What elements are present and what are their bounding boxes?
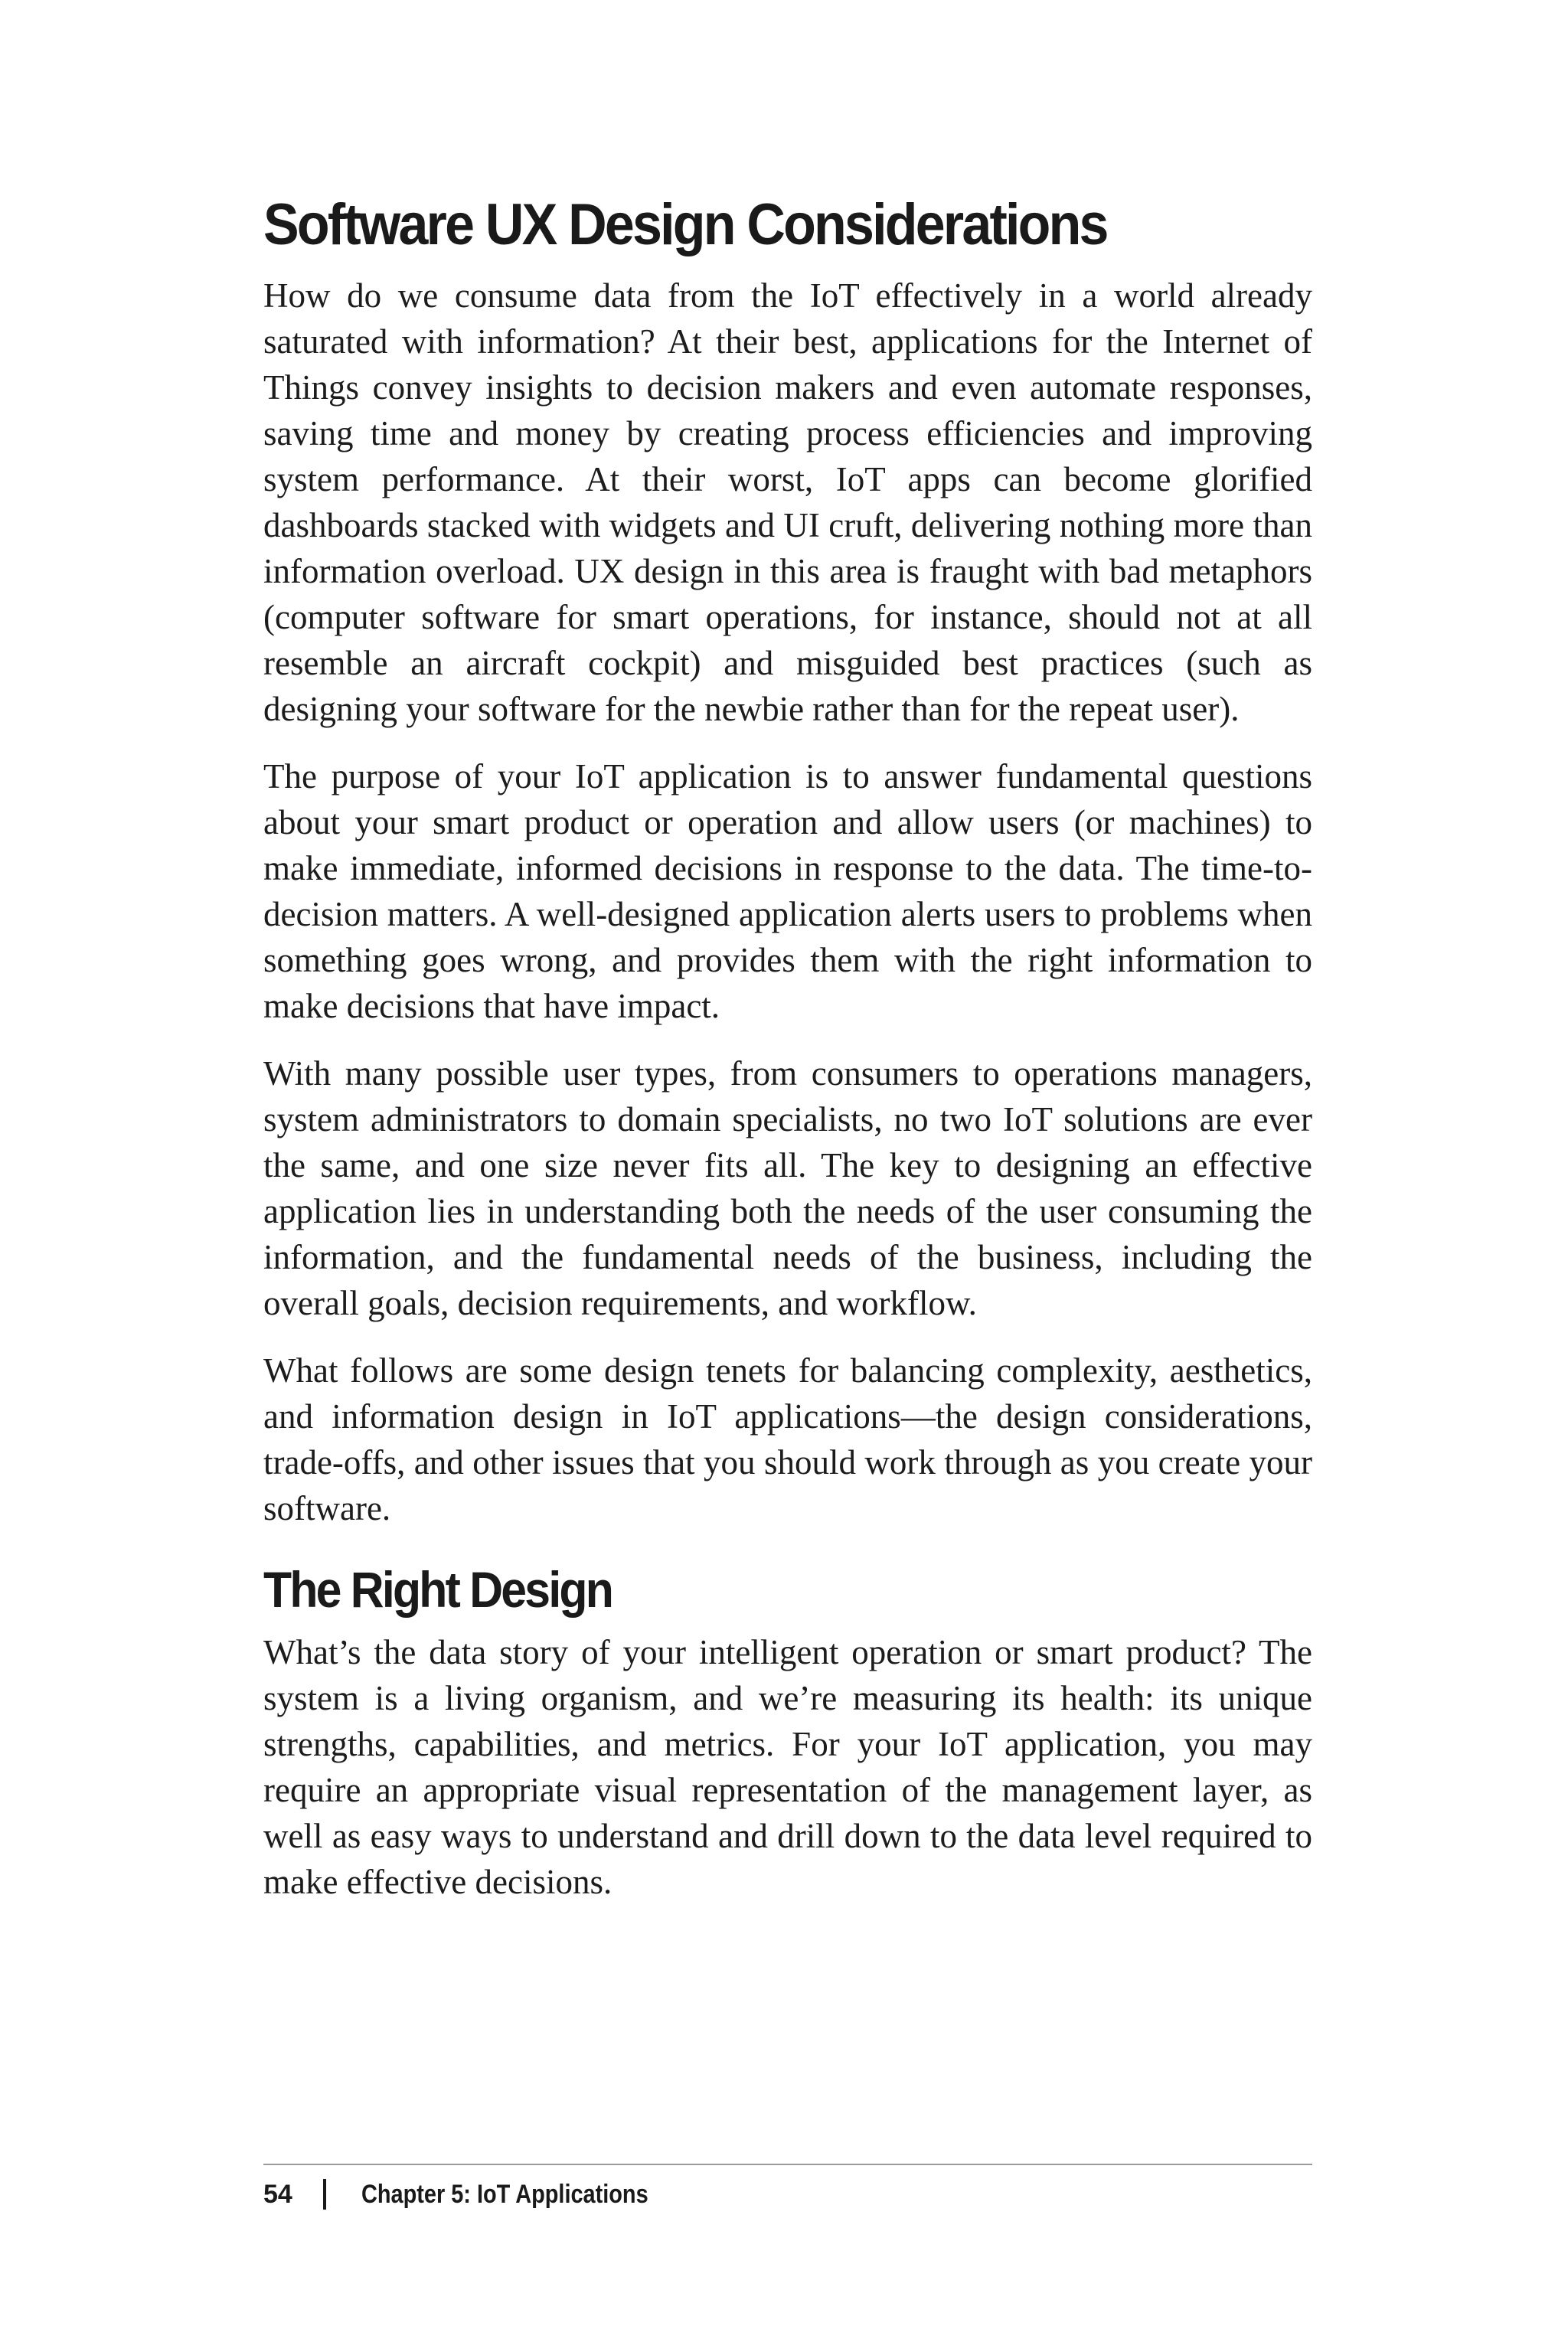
section-heading: Software UX Design Considerations [263, 192, 1107, 257]
subsection-paragraph-1: What’s the data story of your intelligent operation or smart product? The system is a living organism, and we’re measuring its health: its unique strengths, capabilities, and metrics. For your IoT application, you may require an appropriate visual representation of the management layer, as well as easy ways to understand and drill down to the data level required to make effective decisions. [263, 1633, 1312, 1901]
page-number: 54 [263, 2180, 292, 2209]
paragraph-4: What follows are some design tenets for balancing complexity, aesthetics, and information design in IoT applications—the design considerations, trade-offs, and other issues that you should work through as you create your software. [263, 1351, 1312, 1527]
paragraph-1: How do we consume data from the IoT effectively in a world already saturated with information? At their best, applications for the Internet of Things convey insights to decision makers and even automate responses, saving time and money by creating process efficiencies and improving system performance. At their worst, IoT apps can become glorified dashboards stacked with widgets and UI cruft, delivering nothing more than information overload. UX design in this area is fraught with bad metaphors (computer software for smart operations, for instance, should not at all resemble an aircraft cockpit) and misguided best practices (such as designing your software for the newbie rather than for the repeat user). [263, 276, 1312, 728]
paragraph-2: The purpose of your IoT application is to answer fundamental questions about your smart product or operation and allow users (or machines) to make immediate, informed decisions in response to the data. The time-to-decision matters. A well-designed application alerts users to problems when something goes wrong, and provides them with the right information to make decisions that have impact. [263, 757, 1312, 1025]
page-footer [263, 2164, 1312, 2210]
paragraph-3: With many possible user types, from consumers to operations managers, system administrators to domain specialists, no two IoT solutions are ever the same, and one size never fits all. The key to designing an effective application lies in understanding both the needs of the user consuming the information, and the fundamental needs of the business, including the overall goals, decision requirements, and workflow. [263, 1054, 1312, 1322]
footer-separator [323, 2179, 326, 2210]
page-body [263, 190, 1312, 1926]
chapter-title: Chapter 5: IoT Applications [361, 2180, 648, 2209]
subsection-heading: The Right Design [263, 1561, 612, 1618]
